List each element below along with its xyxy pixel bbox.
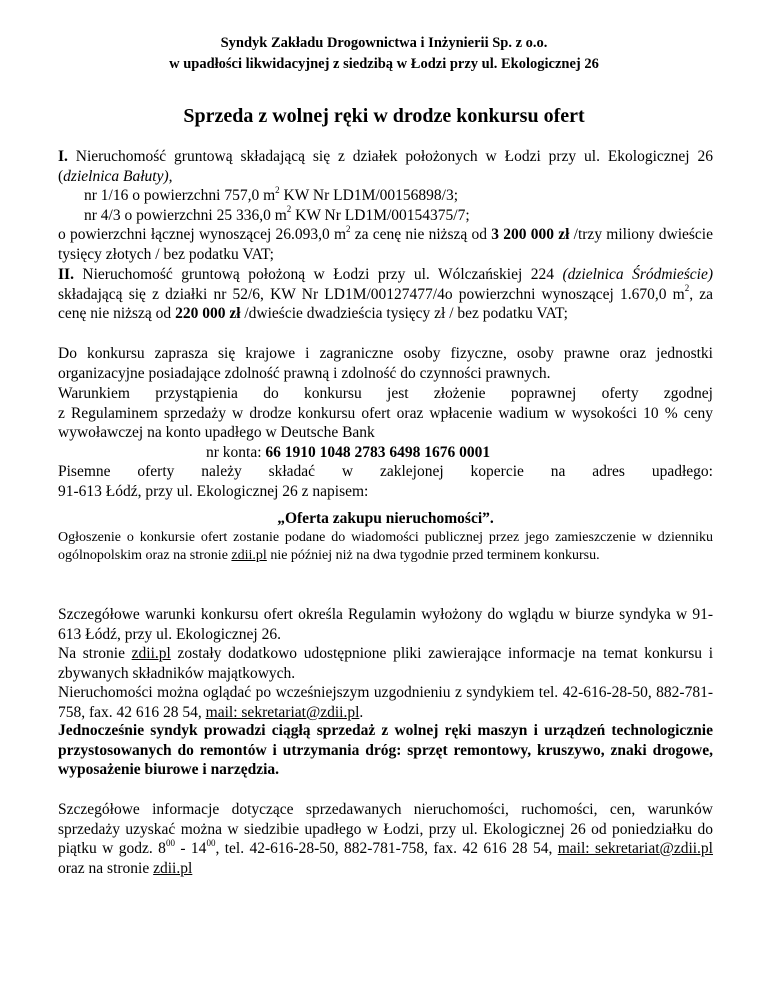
section-2-district: (dzielnica Śródmieście) [562, 266, 713, 283]
written-word: kopercie [470, 463, 524, 480]
details-p2 [58, 644, 713, 683]
section-2-price-words: /dwieście dwadzieścia tysięcy zł / bez podatku VAT; [240, 305, 568, 322]
contact-text-b: - 14 [174, 840, 207, 857]
details-p2-a: Na stronie [58, 645, 132, 662]
offer-caption: „Oferta zakupu nieruchomości”. [277, 510, 494, 527]
plot-2-kw: KW Nr LD1M/00154375/7; [291, 206, 470, 224]
section-1-price: 3 200 000 zł [491, 226, 570, 243]
conditions-line-1 [58, 384, 713, 404]
contact-text-c: , tel. 42-616-28-50, 882-781-758, fax. 42 616 28 54, [215, 840, 558, 857]
conditions-word: do [263, 385, 279, 402]
written-word: na [550, 463, 566, 480]
section-2-text-b: składającą się z działki nr 52/6, KW Nr LD1M/00127477/4o powierzchni wynoszącej 1.670,0 m [58, 285, 685, 303]
details-p3-a: Nieruchomości można oglądać po wcześniejszym uzgodnieniu z syndykiem tel. 42-616-28-50, 882-781-758, fax. 42 616 28 54, [58, 684, 713, 721]
written-word: w [341, 463, 354, 480]
written-word: oferty [137, 463, 175, 480]
section-2-numeral: II. [58, 266, 74, 283]
written-offers-paragraph [58, 462, 713, 529]
section-2-sup: 2 [684, 283, 690, 294]
announcement-paragraph [58, 529, 713, 565]
contact-text-d: oraz na stronie [58, 859, 154, 877]
section-2 [58, 265, 713, 324]
plot-2-text: nr 4/3 o powierzchni 25 336,0 m [84, 206, 287, 224]
details-paragraph [58, 605, 713, 722]
details-p3-b: . [359, 703, 364, 721]
section-1 [58, 147, 713, 264]
conditions-paragraph [58, 384, 713, 462]
contact-text-a: Szczegółowe informacje dotyczące sprzedawanych nieruchomości, ruchomości, cen, warunków sprzedaży uzyskać można w siedzibie upadłego w Łodzi, przy ul. Ekologicznej 26 od poniedziałku do piątku w godz. 8 [58, 801, 713, 857]
page-title: Sprzeda z wolnej ręki w drodze konkursu ofert [183, 105, 585, 127]
written-word: zaklejonej [379, 463, 444, 480]
header-line-2: w upadłości likwidacyjnej z siedzibą w Łodzi przy ul. Ekologicznej 26 [169, 56, 599, 72]
conditions-word: zgodnej [663, 385, 713, 402]
section-1-district: dzielnica Bałuty), [63, 167, 173, 185]
written-word: adres [592, 463, 625, 480]
plot-2-sup: 2 [286, 204, 292, 215]
conditions-word: Warunkiem [58, 385, 130, 402]
section-1-total [58, 225, 713, 264]
announcement-text-b: nie później niż na dwa tygodnie przed terminem konkursu. [266, 548, 600, 563]
document-header [0, 33, 768, 75]
plot-1 [58, 186, 713, 206]
section-2-text-a: Nieruchomość gruntową położoną w Łodzi przy ul. Wólczańskiej 224 [73, 266, 563, 283]
plot-2 [58, 206, 713, 226]
details-mail-link[interactable]: mail: sekretariat@zdii.pl [205, 703, 360, 721]
conditions-word: złożenie [433, 385, 486, 402]
header-line-1: Syndyk Zakładu Drogownictwa i Inżynierii Sp. z o.o. [220, 35, 548, 51]
invite-paragraph: Do konkursu zaprasza się krajowe i zagraniczne osoby fizyczne, osoby prawne oraz jednostki organizacyjne posiadające zdolność prawną i zdolność do czynności prawnych. [58, 345, 713, 382]
total-price-label: za cenę nie niższą od [350, 226, 492, 243]
section-1-intro-text: Nieruchomość gruntową składającą się z działek położonych w Łodzi przy ul. Ekologicznej 26 ( [58, 148, 713, 185]
plot-1-sup: 2 [275, 184, 280, 195]
contact-site-link[interactable]: zdii.pl [153, 859, 193, 877]
account-number: 66 1910 1048 2783 6498 1676 0001 [265, 443, 491, 461]
total-area-text: o powierzchni łącznej wynoszącej 26.093,0 m [58, 226, 347, 243]
conditions-rest: z Regulaminem sprzedaży w drodze konkursu ofert oraz wpłacenie wadium w wysokości 10 % ceny wywoławczej na konto upadłego w Deutsche Bank [58, 404, 713, 441]
account-line [58, 443, 713, 463]
conditions-word: jest [387, 385, 409, 402]
contact-sup-2: 00 [206, 837, 216, 848]
written-word: należy [201, 463, 242, 480]
written-line-2: 91-613 Łódź, przy ul. Ekologicznej 26 z napisem: [58, 482, 369, 500]
conditions-word: poprawnej [510, 385, 577, 402]
contact-mail-link[interactable]: mail: sekretariat@zdii.pl [557, 840, 713, 857]
announcement-text-a: Ogłoszenie o konkursie ofert zostanie podane do wiadomości publicznej przez jego zamieszczenie w dzienniku ogólnopolskim oraz na stronie [58, 530, 713, 563]
written-word: upadłego: [651, 463, 713, 480]
contact-sup-1: 00 [165, 837, 175, 848]
continuous-sale-paragraph: Jednocześnie syndyk prowadzi ciągłą sprzedaż z wolnej ręki maszyn i urządzeń technologicznie przystosowanych do remontów i utrzymania dróg: sprzęt remontowy, kruszywo, znaki drogowe, wyposażenie biurowe i narzędzia. [58, 722, 713, 778]
plot-1-kw: KW Nr LD1M/00156898/3; [279, 187, 459, 204]
plot-1-text: nr 1/16 o powierzchni 757,0 m [84, 187, 276, 204]
section-1-intro [58, 147, 713, 186]
account-label: nr konta: [206, 443, 266, 461]
details-p1: Szczegółowe warunki konkursu ofert określa Regulamin wyłożony do wglądu w biurze syndyka w 91-613 Łódź, przy ul. Ekologicznej 26. [58, 606, 713, 643]
section-2-text-c: , za cenę nie niższą od [58, 285, 713, 322]
total-area-sup: 2 [346, 223, 351, 234]
section-2-price: 220 000 zł [175, 305, 241, 322]
announcement-link[interactable]: zdii.pl [231, 548, 267, 563]
written-word: Pisemne [58, 463, 111, 480]
written-line-1 [58, 462, 713, 482]
details-link[interactable]: zdii.pl [131, 645, 171, 662]
conditions-word: przystąpienia [155, 385, 238, 402]
contact-paragraph [58, 800, 713, 878]
written-word: składać [268, 463, 316, 480]
section-1-numeral: I. [58, 148, 68, 165]
conditions-word: konkursu [304, 385, 362, 402]
details-p2-b: zostały dodatkowo udostępnione pliki zawierające informacje na temat konkursu i zbywanych składników majątkowych. [58, 645, 713, 682]
section-1-price-words: /trzy miliony dwieście tysięcy złotych / bez podatku VAT; [58, 226, 713, 263]
details-p3 [58, 683, 713, 722]
conditions-word: oferty [601, 385, 639, 402]
